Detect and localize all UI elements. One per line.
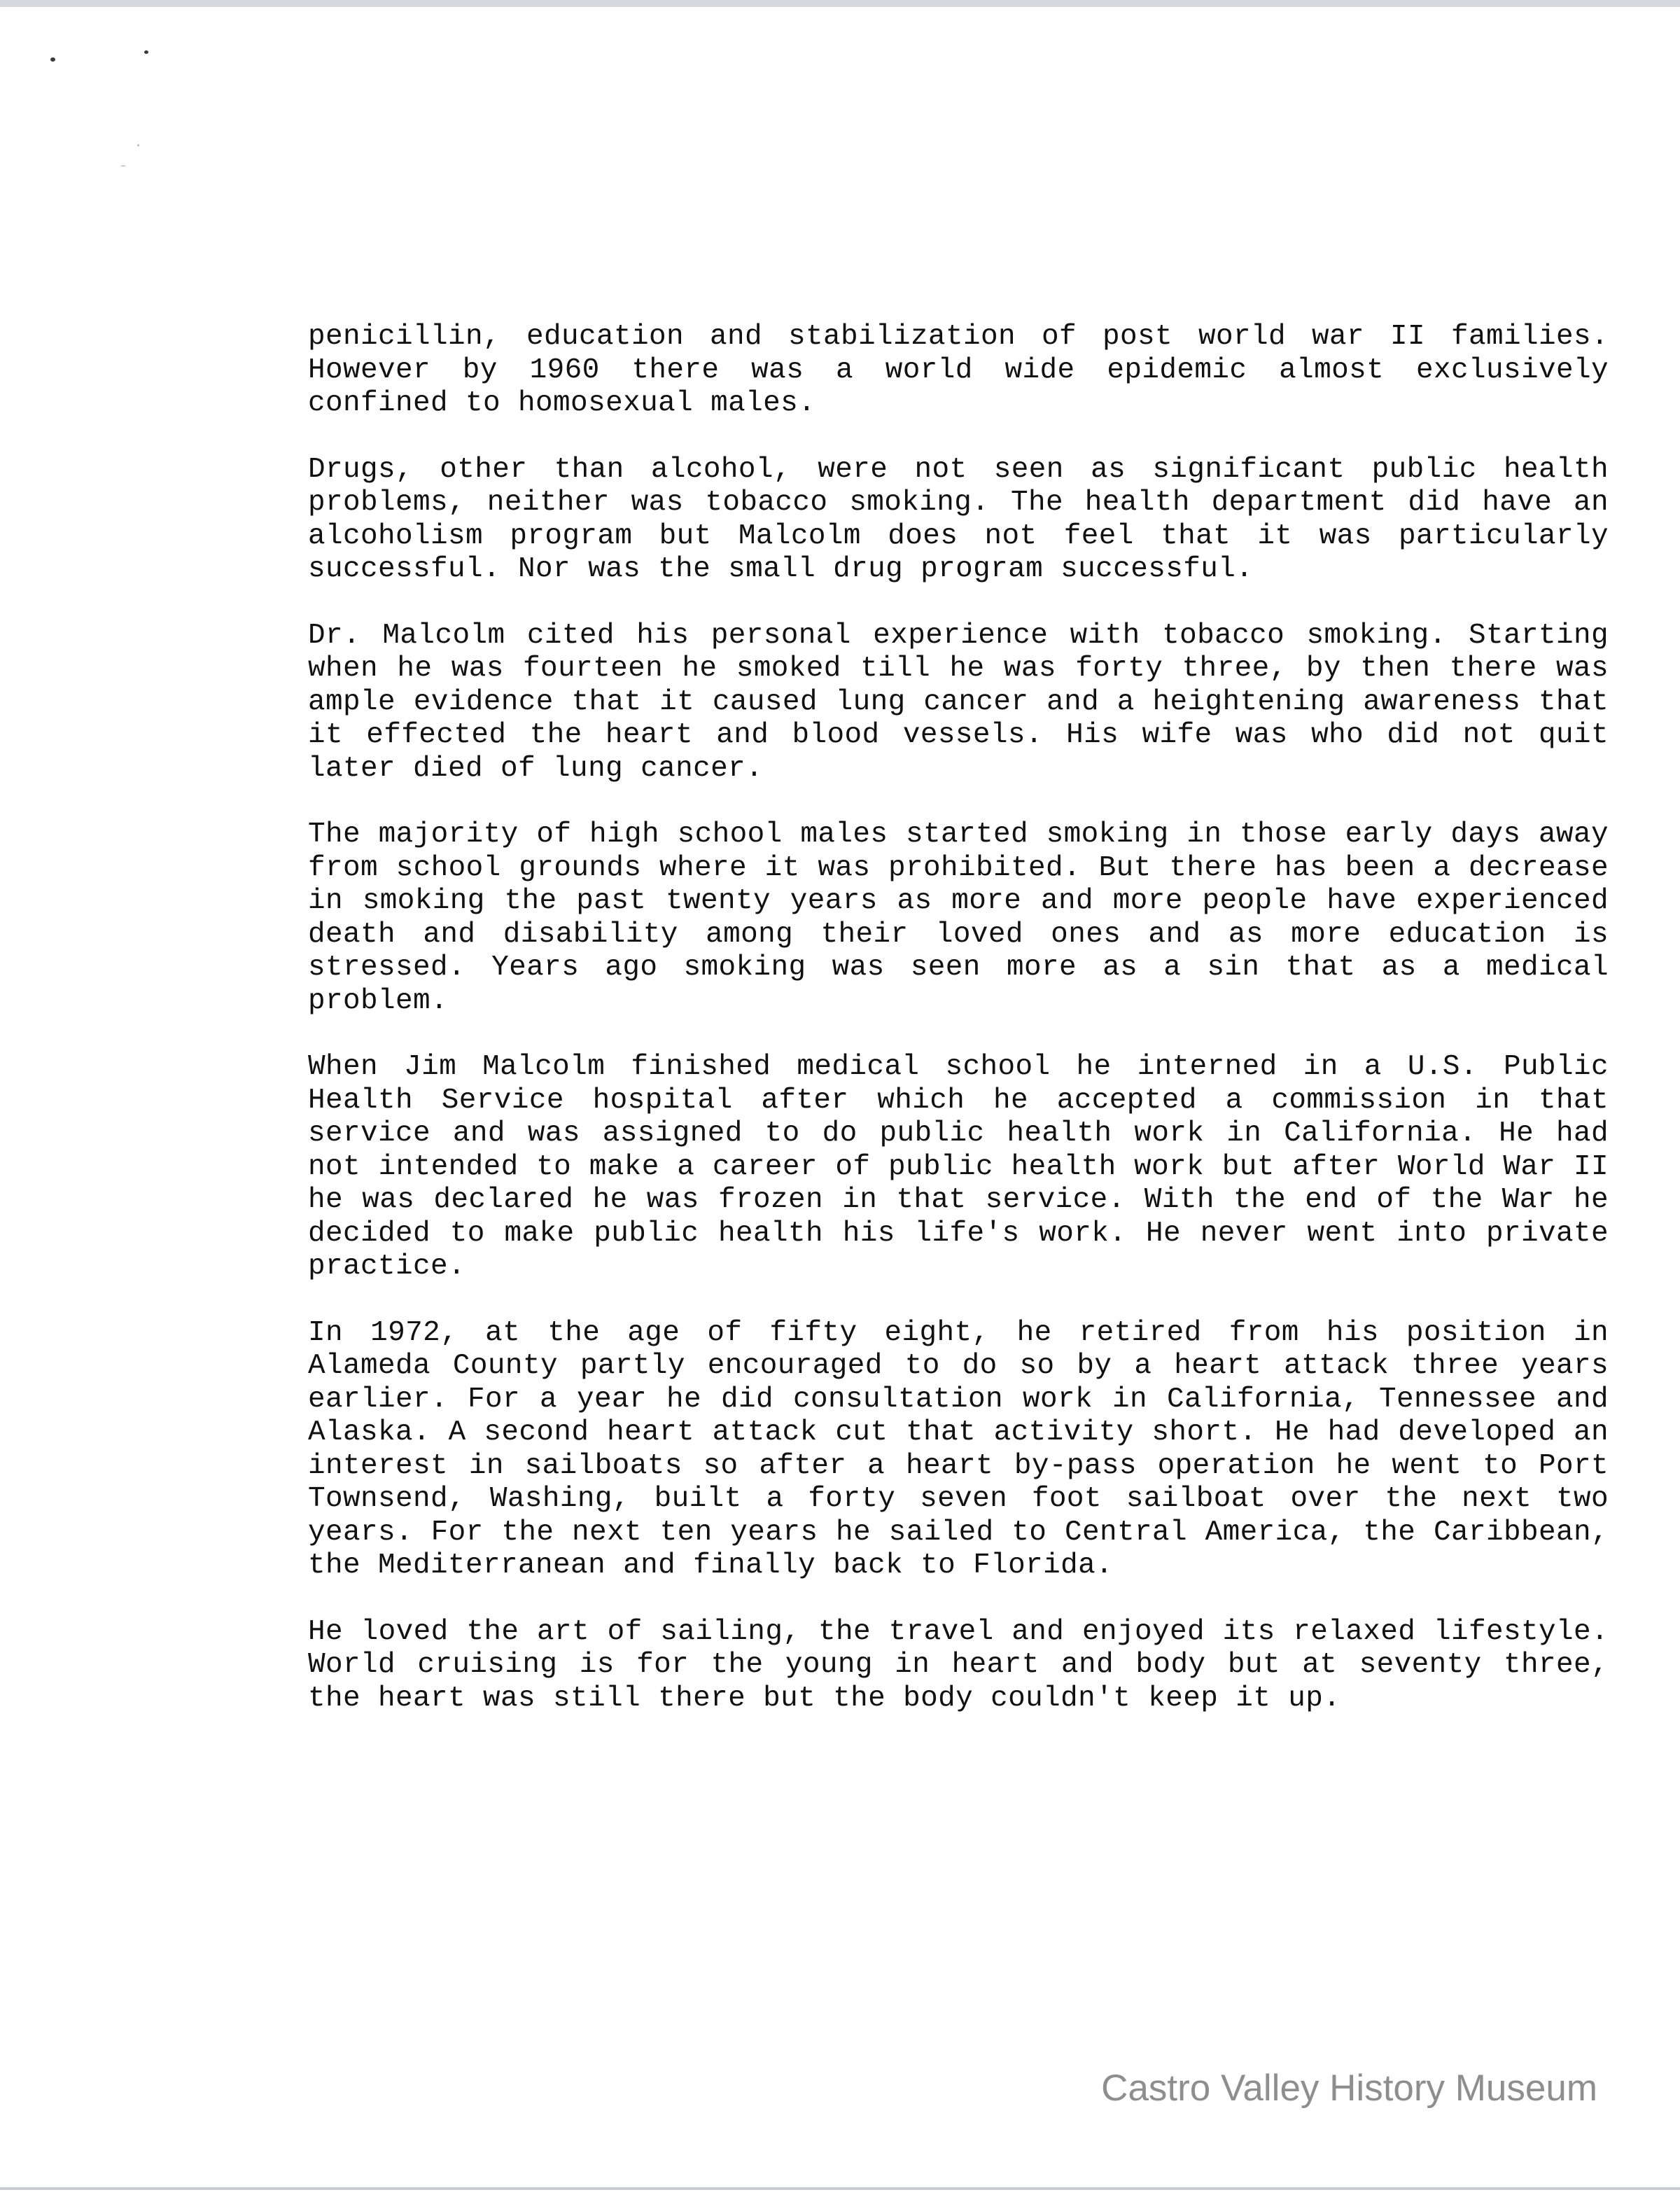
museum-watermark: Castro Valley History Museum <box>1101 2067 1597 2109</box>
paragraph: The majority of high school males started smoking in those early days away from school grounds where it was prohibited. But there has been a decrease in smoking the past twenty years as more and more people have experienced death and disability among their loved ones and as more education is stressed. Years ago smoking was seen more as a sin that as a medical problem. <box>308 818 1609 1017</box>
paragraph: He loved the art of sailing, the travel and enjoyed its relaxed lifestyle. World cruising is for the young in heart and body but at seventy three, the heart was still there but the body couldn't keep it up. <box>308 1615 1609 1715</box>
paragraph: In 1972, at the age of fifty eight, he retired from his position in Alameda County partly encouraged to do so by a heart attack three years earlier. For a year he did consultation work in California, Tennessee and Alaska. A second heart attack cut that activity short. He had developed an interest in sailboats so after a heart by-pass operation he went to Port Townsend, Washing, built a forty seven foot sailboat over the next two years. For the next ten years he sailed to Central America, the Caribbean, the Mediterranean and finally back to Florida. <box>308 1316 1609 1582</box>
scan-speck <box>144 50 148 54</box>
scan-speck <box>120 165 126 167</box>
typed-page-body <box>308 321 1609 1748</box>
scan-speck <box>50 57 55 62</box>
scan-speck <box>137 144 139 146</box>
scan-bottom-edge <box>0 2187 1680 2190</box>
paragraph: Drugs, other than alcohol, were not seen as significant public health problems, neither was tobacco smoking. The health department did have an alcoholism program but Malcolm does not feel that it was particularly successful. Nor was the small drug program successful. <box>308 453 1609 585</box>
scan-top-edge <box>0 0 1680 7</box>
paragraph: When Jim Malcolm finished medical school he interned in a U.S. Public Health Service hospital after which he accepted a commission in that service and was assigned to do public health work in California. He had not intended to make a career of public health work but after World War II he was declared he was frozen in that service. With the end of the War he decided to make public health his life's work. He never went into private practice. <box>308 1051 1609 1283</box>
paragraph: penicillin, education and stabilization of post world war II families. However by 1960 there was a world wide epidemic almost exclusively confined to homosexual males. <box>308 321 1609 419</box>
paragraph: Dr. Malcolm cited his personal experience with tobacco smoking. Starting when he was fourteen he smoked till he was forty three, by then there was ample evidence that it caused lung cancer and a heightening awareness that it effected the heart and blood vessels. His wife was who did not quit later died of lung cancer. <box>308 619 1609 785</box>
